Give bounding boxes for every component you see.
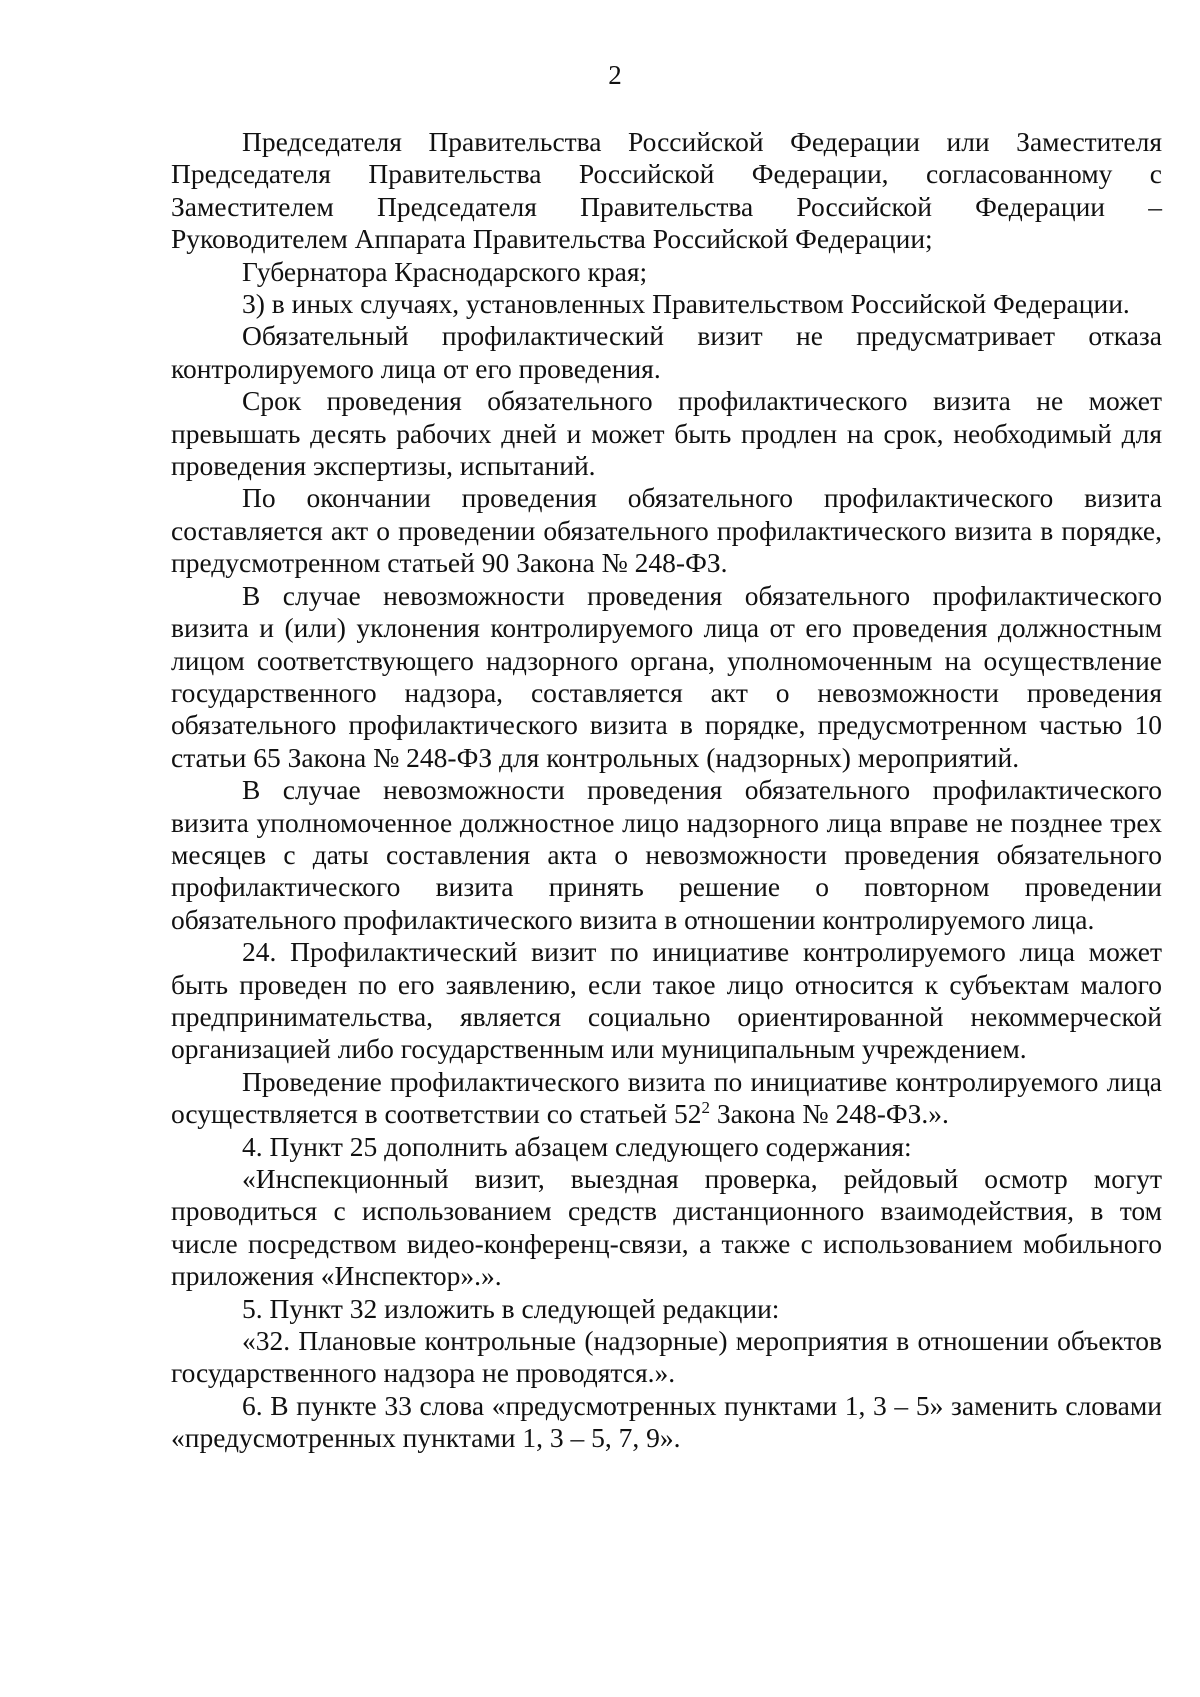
paragraph-11: 4. Пункт 25 дополнить абзацем следующего содержания: xyxy=(242,1130,912,1162)
page-number: 2 xyxy=(608,60,622,90)
paragraph-5: Срок проведения обязательного профилактического визита не может превышать десять рабочих дней и может быть продлен на срок, необходимый для проведения экспертизы, испытаний. xyxy=(171,385,1162,482)
paragraph-8: В случае невозможности проведения обязательного профилактического визита уполномоченное должностное лицо надзорного лица вправе не позднее трех месяцев с даты составления акта о невозможности проведения обязательного профилактического визита принять решение о повторном проведении обязательного профилактического визита в отношении контролируемого лица. xyxy=(171,774,1162,935)
paragraph-10-text: Проведение профилактического визита по инициативе контролируемого лица осуществляется в соответствии со статьей 52 xyxy=(171,1065,1162,1130)
paragraph-2: Губернатора Краснодарского края; xyxy=(242,255,648,287)
paragraph-10-tail: Закона № 248-ФЗ.». xyxy=(709,1098,949,1130)
paragraph-10 xyxy=(171,1066,1162,1131)
superscript: 2 xyxy=(701,1098,710,1118)
paragraph-14: «32. Плановые контрольные (надзорные) мероприятия в отношении объектов государственного надзора не проводятся.». xyxy=(171,1325,1162,1389)
paragraph-3: 3) в иных случаях, установленных Правительством Российской Федерации. xyxy=(242,288,1130,320)
paragraph-9: 24. Профилактический визит по инициативе контролируемого лица может быть проведен по его заявлению, если такое лицо относится к субъектам малого предпринимательства, является социально ориентированной некоммерческой организацией либо государственным или муниципальным учреждением. xyxy=(171,936,1162,1065)
paragraph-1: Председателя Правительства Российской Федерации или Заместителя Председателя Правительства Российской Федерации, согласованному с Заместителем Председателя Правительства Российской Федерации – Руководителем Аппарата Правительства Российской Федерации; xyxy=(171,126,1162,255)
paragraph-15: 6. В пункте 33 слова «предусмотренных пунктами 1, 3 – 5» заменить словами «предусмотренных пунктами 1, 3 – 5, 7, 9». xyxy=(171,1389,1162,1454)
document-body xyxy=(171,126,1162,1455)
paragraph-7: В случае невозможности проведения обязательного профилактического визита и (или) уклонения контролируемого лица от его проведения должностным лицом соответствующего надзорного органа, уполномоченным на осуществление государственного надзора, составляется акт о невозможности проведения обязательного профилактического визита в порядке, предусмотренном частью 10 статьи 65 Закона № 248-ФЗ для контрольных (надзорных) мероприятий. xyxy=(171,579,1162,773)
paragraph-6: По окончании проведения обязательного профилактического визита составляется акт о проведении обязательного профилактического визита в порядке, предусмотренном статьей 90 Закона № 248-ФЗ. xyxy=(171,482,1162,579)
paragraph-12: «Инспекционный визит, выездная проверка, рейдовый осмотр могут проводиться с использованием средств дистанционного взаимодействия, в том числе посредством видео-конференц-связи, а также с использованием мобильного приложения «Инспектор».». xyxy=(171,1163,1162,1292)
paragraph-13: 5. Пункт 32 изложить в следующей редакции: xyxy=(242,1292,780,1324)
paragraph-4: Обязательный профилактический визит не предусматривает отказа контролируемого лица от его проведения. xyxy=(171,320,1162,384)
